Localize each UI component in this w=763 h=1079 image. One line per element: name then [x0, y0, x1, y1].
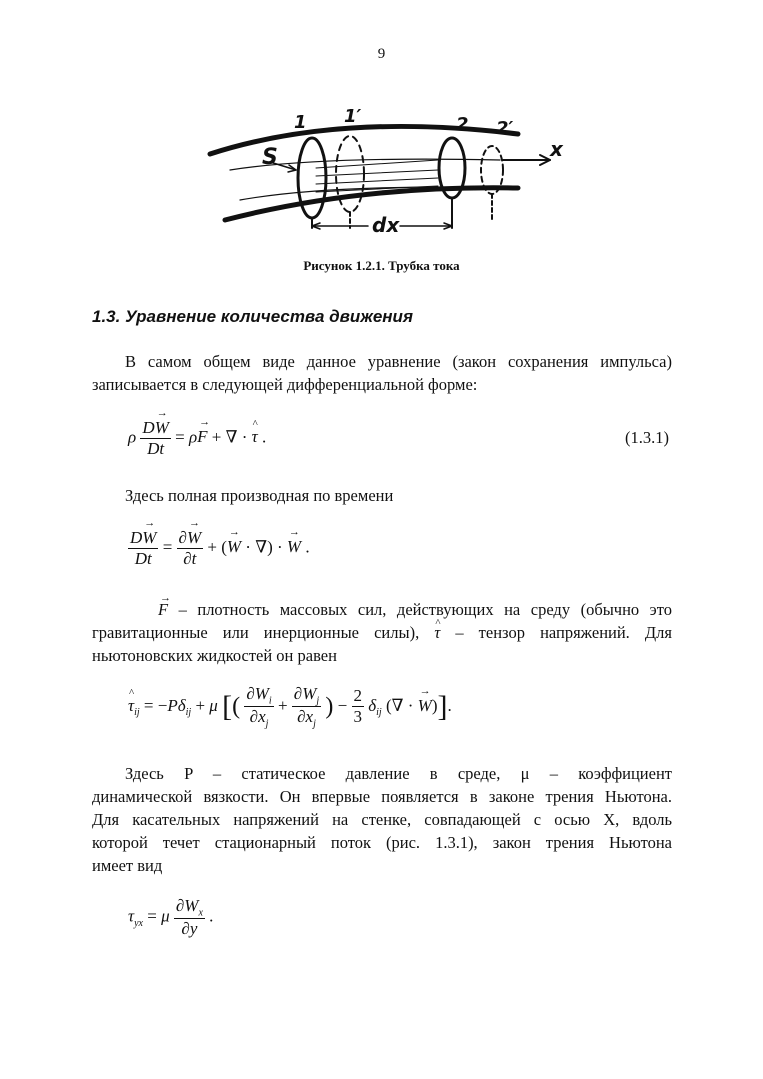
- paragraph-line: имеет вид: [92, 856, 163, 875]
- equation-number: (1.3.1): [625, 428, 669, 447]
- paragraph-line: Для касательных напряжений на стенке, совпадающей с осью X, вдоль: [92, 810, 672, 829]
- label-dx: dx: [372, 213, 400, 237]
- paragraph-text: гравитационные или инерционные силы),: [92, 623, 420, 642]
- label-1-prime: 1′: [344, 106, 362, 127]
- paragraph-4: [92, 762, 672, 877]
- paragraph-2: [92, 484, 672, 507]
- label-1: 1: [294, 112, 307, 133]
- vector-f-symbol: → F: [125, 598, 168, 621]
- equation-1-3-1: ρ $\frac{D\to W}{Dt}$ = ρ→ F + ∇ · ^ τ .: [128, 418, 266, 459]
- paragraph-line: записывается в следующей дифференциальной форме:: [92, 375, 478, 394]
- paragraph-line: Здесь P – статическое давление в среде, μ – коэффициент: [125, 764, 672, 783]
- paragraph-text: – тензор напряжений. Для: [455, 623, 672, 642]
- equation-total-derivative: $\frac{D\to W}{Dt}$ = $\frac{\partial\to W}{\partial t}$ + (→ W · ∇) · → W .: [128, 528, 310, 569]
- label-x: x: [550, 137, 563, 161]
- tube-upper-wall: [210, 126, 518, 154]
- figure-caption: Рисунок 1.2.1. Трубка тока: [303, 258, 460, 273]
- tensor-tau-symbol: ^ τ: [434, 621, 440, 644]
- paragraph-line: ньютоновских жидкостей он равен: [92, 646, 337, 665]
- paragraph-line: динамической вязкости. Он впервые появляется в законе трения Ньютона.: [92, 787, 672, 806]
- paragraph-line: В самом общем виде данное уравнение (закон сохранения импульса): [125, 352, 672, 371]
- section-title: 1.3. Уравнение количества движения: [92, 307, 413, 326]
- label-s: S: [262, 145, 278, 170]
- label-2-prime: 2′: [496, 118, 514, 139]
- equation-newton-friction: $\tau_{yx} = \mu$ $\frac{\partial W_x}{\partial y}$ .: [128, 896, 214, 939]
- stream-tube-figure: [200, 100, 570, 250]
- section-1: [298, 138, 326, 218]
- paragraph-1: [92, 350, 672, 396]
- equation-stress-tensor: ^ $\tau_{ij} = -P\delta_{ij} + \mu$ [( $\frac{\partial W_i}{\partial x_j}$ + $\frac{\partial W_j}{\partial x_j}$ ) − $\frac{2}{3}$ $\delta_{ij}$ (∇ · → W)].: [128, 684, 452, 730]
- paragraph-line: Здесь полная производная по времени: [125, 486, 394, 505]
- paragraph-line: которой течет стационарный поток (рис. 1.3.1), закон трения Ньютона: [92, 833, 672, 852]
- label-2: 2: [456, 114, 469, 135]
- paragraph-text: – плотность массовых сил, действующих на среду (обычно это: [178, 600, 673, 619]
- paragraph-3: [92, 598, 672, 667]
- page-number: 9: [377, 46, 386, 62]
